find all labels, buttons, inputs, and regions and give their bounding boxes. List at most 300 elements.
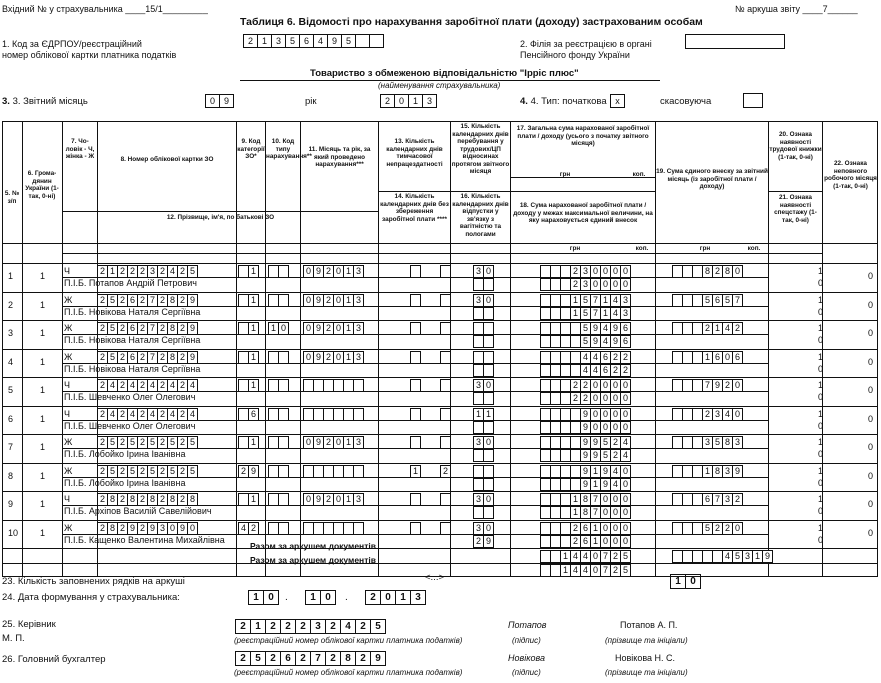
accrual-month[interactable] <box>303 379 364 392</box>
card-number[interactable] <box>97 379 198 392</box>
card-number[interactable] <box>97 493 198 506</box>
category-code[interactable] <box>238 522 259 535</box>
total-18-digit: 4 <box>581 565 591 576</box>
card-number-digit: 2 <box>118 295 128 306</box>
sick-days-digit <box>411 409 420 420</box>
work-days[interactable] <box>473 379 494 392</box>
card-number[interactable] <box>97 322 198 335</box>
accrual-month-digit: 2 <box>324 352 334 363</box>
person-name: П.І.Б. Лобойко Ірина Іванівна <box>64 449 186 459</box>
card-number-digit: 2 <box>138 295 148 306</box>
work-book-flag: 1 <box>818 522 824 533</box>
col-line-10 <box>768 121 769 577</box>
capped-accrued[interactable] <box>540 449 631 462</box>
edrpou-digit-9 <box>370 35 383 47</box>
card-number[interactable] <box>97 294 198 307</box>
unpaid-days[interactable] <box>440 493 451 506</box>
total-accrued[interactable] <box>540 379 631 392</box>
col13-header: 13. Кількість календарних днів тимчасової непрацездатності <box>386 138 443 168</box>
special-exp-flag: 0 <box>818 477 824 488</box>
accrual-type[interactable] <box>268 351 289 364</box>
yr-digit-3: 3 <box>415 592 421 603</box>
unpaid-days[interactable] <box>440 408 451 421</box>
accrual-type-digit <box>279 466 288 477</box>
total-accrued-digit <box>541 409 551 420</box>
card-number-digit: 2 <box>158 266 168 277</box>
row-number: 2 <box>8 299 14 310</box>
contribution-sum-digit: 0 <box>734 408 740 419</box>
contribution-sum[interactable] <box>672 379 743 392</box>
form-date-day[interactable] <box>248 590 279 605</box>
unpaid-days[interactable] <box>440 351 451 364</box>
accrual-month[interactable] <box>303 522 364 535</box>
accountant-code[interactable] <box>235 651 386 666</box>
col7-header: 7. Чо-ловік - Ч, жінка - Ж <box>65 138 95 160</box>
total-accrued[interactable] <box>540 493 631 506</box>
contribution-sum-digit <box>693 380 703 391</box>
maternity-days[interactable] <box>473 278 494 291</box>
total-accrued-digit: 0 <box>601 494 611 505</box>
accrual-month-digit: 0 <box>334 494 344 505</box>
contribution-sum[interactable] <box>672 522 743 535</box>
month-digit-0: 0 <box>206 95 220 107</box>
card-number[interactable] <box>97 265 198 278</box>
total-accrued[interactable] <box>540 465 631 478</box>
category-code-digit <box>239 380 249 391</box>
total-19-digit <box>703 551 713 562</box>
total-17-digit: 4 <box>581 551 591 562</box>
contribution-sum[interactable] <box>672 465 743 478</box>
capped-accrued[interactable] <box>540 506 631 519</box>
row-line-7 <box>2 463 878 464</box>
citizen-flag: 1 <box>40 527 46 538</box>
f23-hint: <...> <box>425 572 445 583</box>
contribution-sum[interactable] <box>672 408 743 421</box>
total-accrued-digit: 0 <box>611 494 621 505</box>
form-date-month[interactable] <box>305 590 336 605</box>
work-days[interactable] <box>473 265 494 278</box>
card-number-digit: 5 <box>108 323 118 334</box>
total-19[interactable] <box>672 550 773 563</box>
total-17-digit: 0 <box>591 551 601 562</box>
total-accrued-digit: 2 <box>611 352 621 363</box>
total-accrued-digit: 9 <box>581 409 591 420</box>
card-number-digit: 2 <box>138 323 148 334</box>
total-accrued-digit: 3 <box>581 266 591 277</box>
card-number-digit: 0 <box>168 523 178 534</box>
kop-label-19: коп. <box>747 245 761 252</box>
sick-days-digit <box>411 323 420 334</box>
hdr-split-14 <box>378 191 510 192</box>
category-code[interactable] <box>238 493 259 506</box>
accrual-month[interactable] <box>303 351 364 364</box>
contribution-sum-digit <box>673 323 683 334</box>
accrual-month-digit: 2 <box>324 437 334 448</box>
total-19-digit: 3 <box>743 551 753 562</box>
card-number[interactable] <box>97 408 198 421</box>
mon-digit-1: 0 <box>325 592 331 603</box>
unpaid-days[interactable] <box>440 294 451 307</box>
f23-digit-0: 1 <box>671 575 686 588</box>
accrual-type[interactable] <box>268 436 289 449</box>
total-accrued-digit <box>541 494 551 505</box>
total-accrued-digit: 9 <box>591 323 601 334</box>
contribution-sum[interactable] <box>672 351 743 364</box>
day-digit-1: 0 <box>268 592 274 603</box>
col-line-8 <box>510 121 511 577</box>
capped-accrued[interactable] <box>540 364 631 377</box>
total-18[interactable] <box>540 564 631 577</box>
accrual-month[interactable] <box>303 322 364 335</box>
card-number-digit: 2 <box>178 409 188 420</box>
capped-accrued-digit: 4 <box>601 336 611 347</box>
sick-days[interactable] <box>410 294 421 307</box>
total-accrued[interactable] <box>540 322 631 335</box>
accrual-type[interactable] <box>268 379 289 392</box>
accrual-type[interactable] <box>268 322 289 335</box>
col-line-0 <box>22 121 23 577</box>
total-accrued-digit <box>551 380 561 391</box>
capped-accrued[interactable] <box>540 421 631 434</box>
total-accrued-digit <box>571 409 581 420</box>
row-number: 6 <box>8 413 14 424</box>
f24-label: 24. Дата формування у страхувальника: <box>2 592 180 603</box>
card-number-digit: 2 <box>138 380 148 391</box>
contribution-sum[interactable] <box>672 493 743 506</box>
card-number-digit: 5 <box>148 466 158 477</box>
contribution-sum-digit: 0 <box>734 522 740 533</box>
contribution-sum-digit <box>673 437 683 448</box>
contribution-sum-digit <box>693 352 703 363</box>
sick-days-digit <box>411 295 420 306</box>
work-days[interactable] <box>473 294 494 307</box>
maternity-days[interactable] <box>473 421 494 434</box>
report-year[interactable] <box>380 94 437 108</box>
hdr-bottom <box>2 243 878 244</box>
maternity-days-digit <box>474 336 484 347</box>
work-days[interactable] <box>473 465 494 478</box>
sick-days[interactable] <box>410 436 421 449</box>
col14-header: 14. Кількість календарних днів без збереження заробітної плати **** <box>380 193 449 223</box>
accrual-month[interactable] <box>303 465 364 478</box>
card-number-digit: 2 <box>158 352 168 363</box>
totals-label-2: Разом за аркушем документів <box>250 555 376 565</box>
category-code[interactable] <box>238 351 259 364</box>
capped-accrued-digit: 1 <box>591 479 601 490</box>
card-number-digit: 4 <box>148 409 158 420</box>
card-number-digit: 4 <box>168 409 178 420</box>
director-digit-6: 2 <box>326 620 341 633</box>
category-code[interactable] <box>238 294 259 307</box>
maternity-days[interactable] <box>473 392 494 405</box>
contribution-sum-digit <box>683 323 693 334</box>
accrual-month-digit <box>354 380 363 391</box>
date-dot-2: . <box>345 592 348 603</box>
work-days[interactable] <box>473 436 494 449</box>
total-accrued-digit: 9 <box>581 437 591 448</box>
work-days[interactable] <box>473 522 494 535</box>
total-accrued[interactable] <box>540 436 631 449</box>
capped-accrued[interactable] <box>540 392 631 405</box>
card-number-digit: 9 <box>148 523 158 534</box>
card-number-digit: 5 <box>168 466 178 477</box>
citizen-flag: 1 <box>40 271 46 281</box>
category-code[interactable] <box>238 379 259 392</box>
category-code[interactable] <box>238 322 259 335</box>
sex-code: Ж <box>64 351 73 362</box>
total-accrued-digit <box>571 437 581 448</box>
total-accrued-digit: 4 <box>581 352 591 363</box>
total-19-digit <box>693 551 703 562</box>
pf-branch-field[interactable] <box>685 34 785 49</box>
category-code[interactable] <box>238 436 259 449</box>
row-subline-9 <box>62 534 768 535</box>
maternity-days-digit: 2 <box>474 536 484 547</box>
accrual-type[interactable] <box>268 408 289 421</box>
accrual-month-digit <box>304 523 314 534</box>
work-days[interactable] <box>473 322 494 335</box>
partial-month-flag: 0 <box>868 328 874 338</box>
card-number-digit: 2 <box>158 466 168 477</box>
total-17[interactable] <box>540 550 631 563</box>
director-digit-0: 2 <box>236 620 251 633</box>
total-accrued[interactable] <box>540 351 631 364</box>
accrual-month-digit: 0 <box>304 323 314 334</box>
unpaid-days[interactable] <box>440 465 451 478</box>
card-number-digit: 2 <box>98 409 108 420</box>
capped-accrued-digit: 7 <box>591 507 601 518</box>
row-line-3 <box>2 349 878 350</box>
maternity-days[interactable] <box>473 506 494 519</box>
accrual-type[interactable] <box>268 493 289 506</box>
total-accrued-digit <box>541 466 551 477</box>
card-number[interactable] <box>97 522 198 535</box>
accrual-type-digit <box>279 295 288 306</box>
contribution-sum-digit <box>673 466 683 477</box>
total-accrued-digit <box>541 323 551 334</box>
report-month[interactable] <box>205 94 234 108</box>
total-accrued[interactable] <box>540 294 631 307</box>
unpaid-days-digit <box>441 437 450 448</box>
card-number[interactable] <box>97 465 198 478</box>
filled-rows-count[interactable] <box>670 574 701 589</box>
accrual-month-digit: 2 <box>324 323 334 334</box>
edrpou-digit-2: 3 <box>272 35 286 47</box>
accrual-type[interactable] <box>268 294 289 307</box>
capped-accrued-digit: 6 <box>601 365 611 376</box>
capped-accrued-digit: 1 <box>591 536 601 547</box>
contribution-sum-digit <box>683 466 693 477</box>
capped-accrued[interactable] <box>540 335 631 348</box>
card-number-digit: 8 <box>168 494 178 505</box>
contribution-sum-digit <box>673 352 683 363</box>
total-accrued[interactable] <box>540 522 631 535</box>
contribution-sum-digit <box>673 266 683 277</box>
sick-days[interactable] <box>410 408 421 421</box>
work-book-flag: 1 <box>818 294 824 305</box>
category-code-digit: 1 <box>250 494 256 504</box>
accrual-month[interactable] <box>303 436 364 449</box>
capped-accrued-digit <box>541 450 551 461</box>
total-accrued-digit: 4 <box>611 295 621 306</box>
category-code[interactable] <box>238 465 259 478</box>
accrual-month-digit: 1 <box>344 266 354 277</box>
capped-accrued[interactable] <box>540 278 631 291</box>
sick-days[interactable] <box>410 265 421 278</box>
work-days[interactable] <box>473 408 494 421</box>
maternity-days[interactable] <box>473 364 494 377</box>
accrual-month[interactable] <box>303 265 364 278</box>
maternity-days[interactable] <box>473 478 494 491</box>
citizen-flag: 1 <box>40 499 46 509</box>
maternity-days[interactable] <box>473 335 494 348</box>
row-number: 3 <box>8 328 14 338</box>
accrual-month-digit: 0 <box>334 323 344 334</box>
contribution-sum[interactable] <box>672 294 743 307</box>
special-exp-flag: 0 <box>818 392 824 402</box>
capped-accrued-digit: 6 <box>581 536 591 547</box>
accrual-month[interactable] <box>303 408 364 421</box>
unpaid-days[interactable] <box>440 379 451 392</box>
card-number[interactable] <box>97 351 198 364</box>
accrual-type-digit <box>269 409 279 420</box>
accrual-month-digit: 9 <box>314 266 324 277</box>
maternity-days[interactable] <box>473 535 494 548</box>
work-days[interactable] <box>473 493 494 506</box>
capped-accrued-digit: 0 <box>601 279 611 290</box>
capped-accrued-digit <box>541 336 551 347</box>
category-code[interactable] <box>238 265 259 278</box>
capped-accrued-digit <box>561 336 571 347</box>
col8-header: 8. Номер облікової картки ЗО <box>120 156 214 163</box>
accrual-month-digit: 1 <box>344 295 354 306</box>
sick-days[interactable] <box>410 351 421 364</box>
contribution-sum-digit: 2 <box>734 323 740 333</box>
row-subline-3 <box>62 363 768 364</box>
total-accrued-digit: 5 <box>581 323 591 334</box>
capped-accrued-digit <box>551 365 561 376</box>
capped-accrued[interactable] <box>540 535 631 548</box>
category-code[interactable] <box>238 408 259 421</box>
accrual-type[interactable] <box>268 465 289 478</box>
director-signature: Потапов <box>508 620 547 630</box>
accrual-type[interactable] <box>268 522 289 535</box>
accrual-month[interactable] <box>303 294 364 307</box>
card-number-digit: 2 <box>118 266 128 277</box>
card-number-digit: 7 <box>148 352 158 363</box>
sick-days[interactable] <box>410 522 421 535</box>
work-book-flag: 1 <box>818 323 824 333</box>
form-date-year[interactable] <box>365 590 426 605</box>
card-number-digit: 2 <box>138 437 148 448</box>
contribution-sum-digit <box>683 266 693 277</box>
total-accrued-digit: 2 <box>581 380 591 391</box>
contribution-sum-digit <box>693 523 703 534</box>
contribution-sum[interactable] <box>672 322 743 335</box>
contribution-sum[interactable] <box>672 436 743 449</box>
contribution-sum-digit <box>673 295 683 306</box>
work-days-digit: 0 <box>485 294 491 305</box>
accrual-month-digit <box>344 380 354 391</box>
maternity-days-digit <box>484 308 493 319</box>
unpaid-days[interactable] <box>440 322 451 335</box>
capped-accrued-digit <box>551 450 561 461</box>
total-accrued-digit <box>541 380 551 391</box>
f26-label: 26. Головний бухгалтер <box>2 654 106 665</box>
unpaid-days[interactable] <box>440 522 451 535</box>
capped-accrued-digit: 0 <box>601 536 611 547</box>
hdr-split-18 <box>510 191 655 192</box>
contribution-sum[interactable] <box>672 265 743 278</box>
sick-days[interactable] <box>410 493 421 506</box>
contribution-sum-digit <box>673 380 683 391</box>
capped-accrued-digit: 0 <box>601 507 611 518</box>
type-initial-checkbox[interactable]: x <box>610 94 625 108</box>
sick-days[interactable] <box>410 465 421 478</box>
maternity-days[interactable] <box>473 307 494 320</box>
card-number-digit: 4 <box>168 266 178 277</box>
card-number-digit: 5 <box>108 437 118 448</box>
card-number-digit: 5 <box>108 295 118 306</box>
row-line-9 <box>2 520 878 521</box>
accrual-month-digit: 1 <box>344 352 354 363</box>
unpaid-days[interactable] <box>440 436 451 449</box>
accrual-type-digit <box>269 466 279 477</box>
sick-days-digit: 1 <box>412 465 418 476</box>
card-number-digit: 5 <box>108 466 118 477</box>
total-17-digit: 2 <box>611 551 621 562</box>
category-code-digit: 6 <box>250 408 256 419</box>
sick-days[interactable] <box>410 322 421 335</box>
accrual-month-digit <box>314 380 324 391</box>
accrual-month-digit <box>344 409 354 420</box>
total-accrued-digit: 9 <box>591 437 601 448</box>
maternity-days[interactable] <box>473 449 494 462</box>
total-accrued[interactable] <box>540 408 631 421</box>
capped-accrued[interactable] <box>540 307 631 320</box>
work-days-digit: 1 <box>474 409 484 420</box>
unpaid-days[interactable] <box>440 265 451 278</box>
card-number-digit: 5 <box>189 465 195 476</box>
total-accrued[interactable] <box>540 265 631 278</box>
total-accrued-digit <box>551 437 561 448</box>
special-exp-flag: 0 <box>818 306 824 317</box>
unpaid-days-digit <box>441 380 450 391</box>
card-number-digit: 2 <box>158 437 168 448</box>
col16-header: 16. Кількість календарних днів відпустки у зв'язку з вагітністю та пологами <box>452 193 509 238</box>
work-days[interactable] <box>473 351 494 364</box>
contribution-sum-digit: 2 <box>703 409 713 420</box>
total-17-digit: 1 <box>561 551 571 562</box>
accrual-type[interactable] <box>268 265 289 278</box>
work-days-digit <box>484 352 493 363</box>
capped-accrued-digit: 4 <box>591 365 601 376</box>
accrual-month-digit: 9 <box>314 437 324 448</box>
contribution-sum-digit <box>683 494 693 505</box>
type-cancel-checkbox[interactable] <box>743 93 763 108</box>
director-code[interactable] <box>235 619 386 634</box>
capped-accrued[interactable] <box>540 478 631 491</box>
total-accrued-digit: 2 <box>571 523 581 534</box>
accrual-type-digit <box>279 380 288 391</box>
col22-header: 22. Ознака неповного робочого місяця (1-так, 0-ні) <box>824 160 877 190</box>
person-name: П.І.Б. Кащенко Валентина Михайлівна <box>64 534 225 545</box>
sick-days[interactable] <box>410 379 421 392</box>
card-number[interactable] <box>97 436 198 449</box>
edrpou-code[interactable] <box>243 34 384 48</box>
capped-accrued-digit: 0 <box>591 393 601 404</box>
accrual-month[interactable] <box>303 493 364 506</box>
